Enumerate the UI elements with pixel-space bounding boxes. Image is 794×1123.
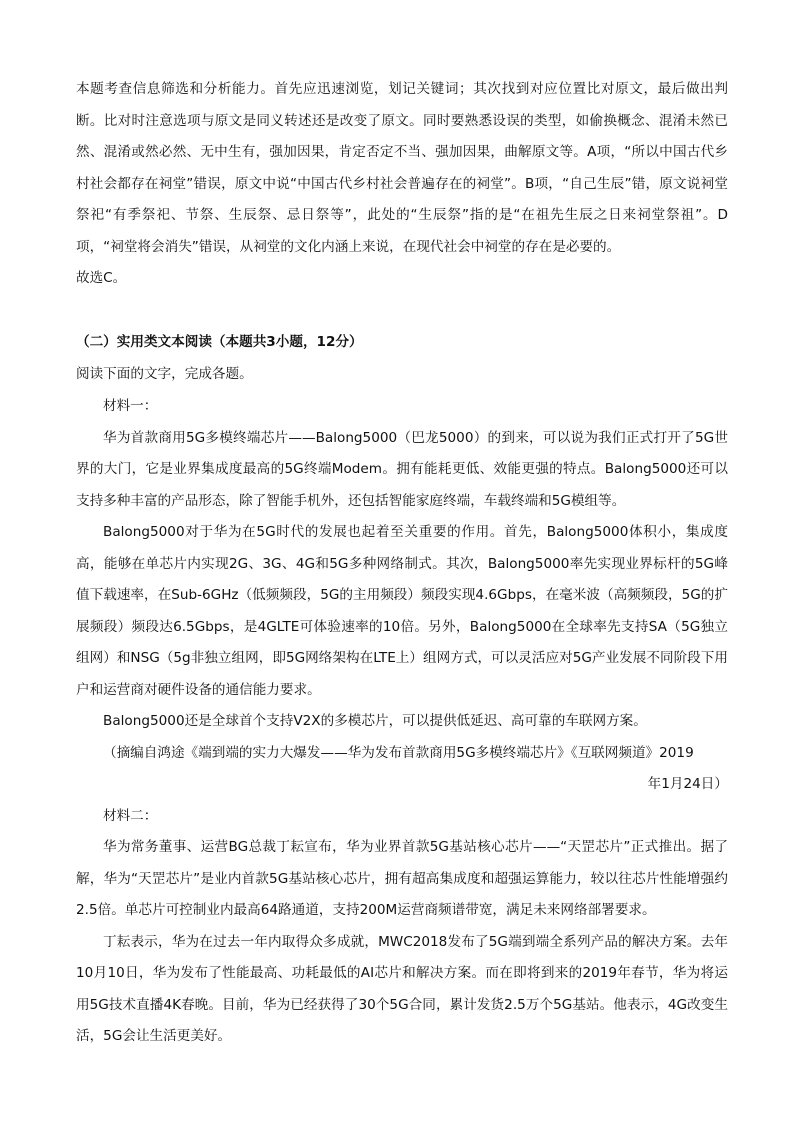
explanation-paragraph: 本题考查信息筛选和分析能力。首先应迅速浏览，划记关键词；其次找到对应位置比对原文，最后做出判断。比对时注意选项与原文是同义转述还是改变了原文。同时要熟悉设误的类型，如偷换概念、混淆未然已然、混淆或然必然、无中生有，强加因果，肯定否定不当、强加因果，曲解原文等。A项，“所以中国古代乡村社会都存在祠堂”错误，原文中说“中国古代乡村社会普遍存在的祠堂”。B项，“自己生辰”错，原文说祠堂祭祀“有季祭祀、节祭、生辰祭、忌日祭等”，此处的“生辰祭”指的是“在祖先生辰之日来祠堂祭祖”。D项，“祠堂将会消失”错误，从祠堂的文化内涵上来说，在现代社会中祠堂的存在是必要的。 (76, 81, 728, 255)
material1-paragraph: 华为首款商用5G多模终端芯片——Balong5000（巴龙5000）的到来，可以说为我们正式打开了5G世界的大门，它是业界集成度最高的5G终端Modem。拥有能耗更低、效能更强的特点。Balong5000还可以支持多种丰富的产品形态，除了智能手机外，还包括智能家庭终端，车载终端和5G模组等。 (76, 429, 728, 509)
material1-paragraph: Balong5000还是全球首个支持V2X的多模芯片，可以提供低延迟、高可靠的车联网方案。 (103, 713, 647, 729)
reading-materials (76, 391, 728, 1053)
material1-source-date: 年1月24日） (647, 776, 728, 792)
answer-line: 故选C。 (76, 270, 127, 286)
material2-paragraph: 丁耘表示，华为在过去一年内取得众多成就，MWC2018发布了5G端到端全系列产品的解决方案。去年10月10日，华为发布了性能最高、功耗最低的AI芯片和解决方案。而在即将到来的2019年春节，华为将运用5G技术直播4K春晚。目前，华为已经获得了30个5G合同，累计发货2.5万个5G基站。他表示，4G改变生活，5G会让生活更美好。 (76, 933, 728, 1044)
section-heading: （二）实用类文本阅读（本题共3小题，12分） (76, 334, 363, 350)
section-instruction: 阅读下面的文字，完成各题。 (76, 366, 253, 382)
material1-source: （摘编自鸿途《端到端的实力大爆发——华为发布首款商用5G多模终端芯片》《互联网频道》2019 (103, 744, 694, 761)
material1-label: 材料一： (103, 398, 158, 414)
material2-label: 材料二： (103, 807, 158, 824)
answer-explanation (76, 74, 728, 295)
material2-paragraph: 华为常务董事、运营BG总裁丁耘宣布，华为业界首款5G基站核心芯片——“天罡芯片”正式推出。据了解，华为“天罡芯片”是业内首款5G基站核心芯片，拥有超高集成度和超强运算能力，较以往芯片性能增强约2.5倍。单芯片可控制业内最高64路通道，支持200M运营商频谱带宽，满足未来网络部署要求。 (76, 839, 728, 918)
material1-paragraph: Balong5000对于华为在5G时代的发展也起着至关重要的作用。首先，Balong5000体积小，集成度高，能够在单芯片内实现2G、3G、4G和5G多种网络制式。其次，Balong5000率先实现业界标杆的5G峰值下载速率，在Sub-6GHz（低频频段，5G的主用频段）频段实现4.6Gbps，在毫米波（高频频段，5G的扩展频段）频段达6.5Gbps，是4GLTE可体验速率的10倍。另外，Balong5000在全球率先支持SA（5G独立组网）和NSG（5g非独立组网，即5G网络架构在LTE上）组网方式，可以灵活应对5G产业发展不同阶段下用户和运营商对硬件设备的通信能力要求。 (76, 524, 729, 698)
